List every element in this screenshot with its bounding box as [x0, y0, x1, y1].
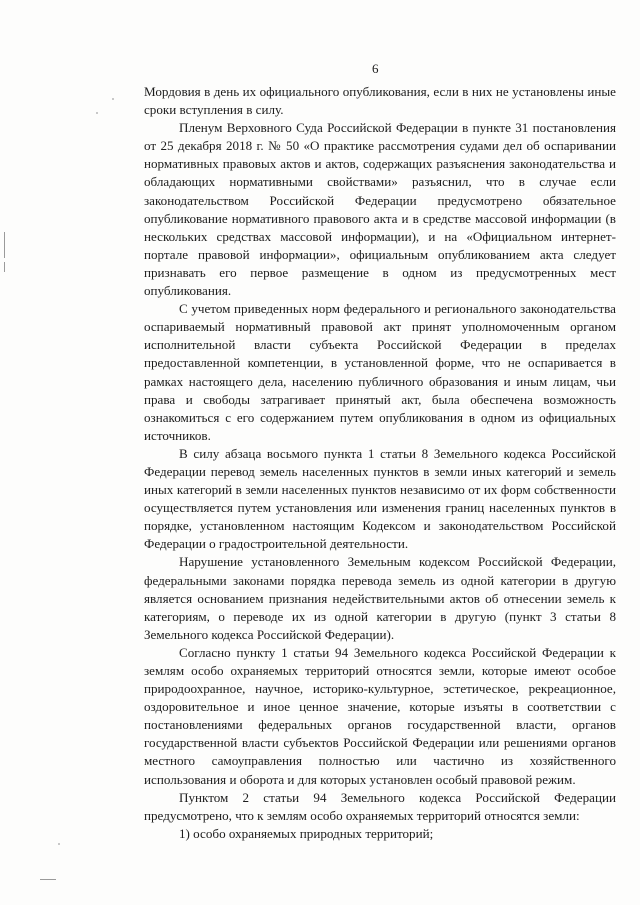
scan-artifact-line: [4, 262, 5, 272]
paragraph: Мордовия в день их официального опубликования, если в них не установлены иные сроки вступления в силу.: [144, 84, 616, 118]
paragraph: С учетом приведенных норм федерального и регионального законодательства оспариваемый нормативный правовой акт принят уполномоченным органом исполнительной власти субъекта Российской Федерации в пределах предоставленной компетенции, в установленной форме, что не оспаривается в рамках настоящего дела, населению публичного образования и иным лицам, чьи права и свободы затрагивает принятый акт, была обеспечена возможность ознакомиться с его содержанием путем опубликования в одном из официальных источников.: [144, 301, 616, 443]
document-body: [144, 83, 616, 843]
paragraph: Нарушение установленного Земельным кодексом Российской Федерации, федеральными законами порядка перевода земель из одной категории в другую является основанием признания недействительными актов об отнесении земель к категориям, о переводе их из одной категории в другую (пункт 3 статьи 8 Земельного кодекса Российской Федерации).: [144, 554, 616, 642]
paragraph: В силу абзаца восьмого пункта 1 статьи 8 Земельного кодекса Российской Федерации перевод земель населенных пунктов в земли иных категорий и земель иных категорий в земли населенных пунктов независимо от их форм собственности осуществляется путем установления или изменения границ населенных пунктов в порядке, установленном настоящим Кодексом и законодательством Российской Федерации о градостроительной деятельности.: [144, 445, 616, 552]
list-item: 1) особо охраняемых природных территорий;: [179, 825, 434, 841]
paragraph: Согласно пункту 1 статьи 94 Земельного кодекса Российской Федерации к землям особо охраняемых территорий относятся земли, которые имеют особое природоохранное, научное, историко-культурное, эстетическое, рекреационное, оздоровительное и иное ценное значение, которые изъяты в соответствии с постановлениями федеральных органов государственной власти, органов государственной власти субъектов Российской Федерации или решениями органов местного самоуправления полностью или частично из хозяйственного использования и оборота и для которых установлен особый правовой режим.: [144, 644, 616, 787]
page-number: 6: [372, 61, 379, 76]
scan-artifact-line: [4, 232, 5, 258]
paragraph: Пунктом 2 статьи 94 Земельного кодекса Российской Федерации предусмотрено, что к землям особо охраняемых территорий относятся земли:: [144, 789, 616, 823]
scan-artifact-dot: [112, 98, 114, 100]
scan-artifact-dot: [58, 843, 60, 845]
paragraph: Пленум Верховного Суда Российской Федерации в пункте 31 постановления от 25 декабря 2018 г. № 50 «О практике рассмотрения судами дел об оспаривании нормативных правовых актов и актов, содержащих разъяснения законодательства и обладающих нормативными свойствами» разъяснил, что в случае если законодательством Российской Федерации предусмотрено обязательное опубликование нормативного правового акта и в средстве массовой информации (в нескольких средствах массовой информации), и на «Официальном интернет-портале правовой информации», официальным опубликованием акта следует признавать его первое размещение в одном из предусмотренных мест опубликования.: [144, 120, 616, 299]
scan-artifact-line: [40, 879, 56, 880]
scan-artifact-dot: [96, 112, 98, 114]
